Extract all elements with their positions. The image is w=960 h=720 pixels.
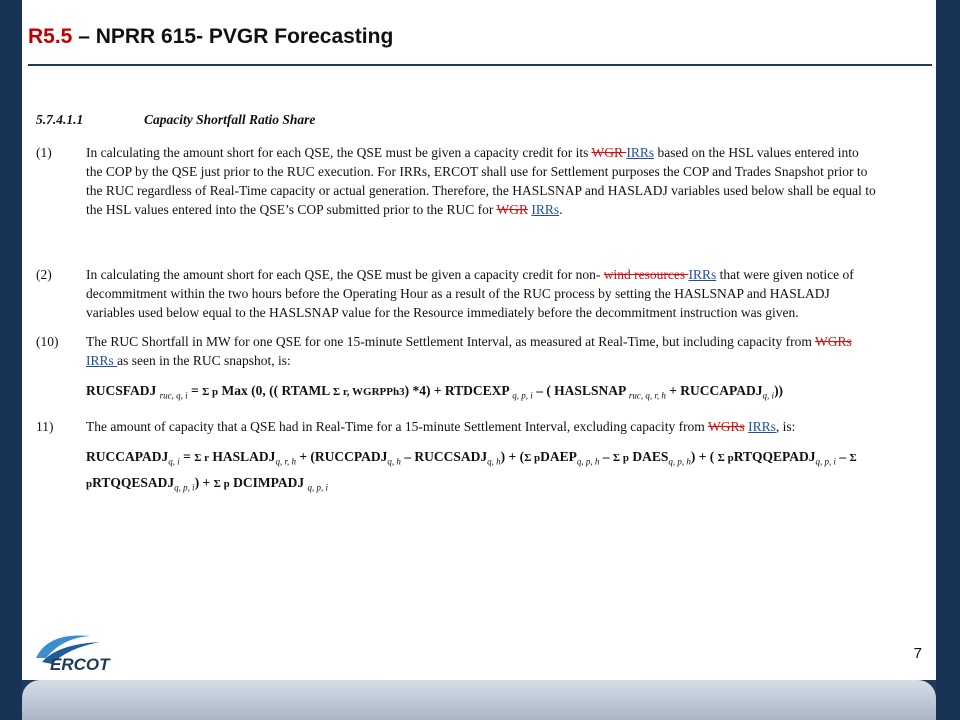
deleted-text: WGRs — [814, 334, 852, 349]
svg-text:ERCOT: ERCOT — [50, 655, 110, 674]
page-number: 7 — [913, 645, 922, 662]
section-number: 5.7.4.1.1 — [36, 112, 84, 127]
formula-ruccapadj: $RUCCAPADJ_{q, i} = \Sigma$ r $HASLADJ_{q, r, h}$ + ($RUCCPADJ_{q, h}$ – $RUCCSADJ_{q, h}) + (\Sigma$ pDAEP$_{q, p, h}$ – Σ p $DAES_{q, p, h}$) + ( Σ pRTQQEPADJ$_{q, p, i}$ – Σ pRTQQESADJ$_{q, p, i}$) + Σ p DCIMPADJ $_{q, p, i}$ — [86, 448, 857, 494]
right-frame — [936, 0, 960, 720]
left-frame — [0, 0, 22, 720]
section-heading — [36, 110, 876, 129]
slide-title: R5.5 – NPRR 615- PVGR Forecasting — [28, 25, 394, 48]
slide — [22, 0, 936, 680]
sum-symbol: Σ p — [202, 386, 219, 398]
paragraph-2: (2) In calculating the amount short for each QSE, the QSE must be given a capacity credit for non- wind resources IRRs that were given notice of decommitment within the two hours before the Operating Hour as a result of the RUC process by setting the HASLSNAP and HASLADJ variables used below equal to the HASLSNAP value for the Resource immediately before the decommitment instruction was given. — [36, 267, 854, 320]
deleted-text: WGR — [591, 145, 627, 160]
inserted-text: IRRs — [86, 353, 118, 368]
formula-rucsfadj: RUCSFADJ $_{ruc, q, i}$ = Σ p Max (0, (( RTAML Σ r, WGRPPh3) *4) + RTDCEXP $_{q, p, i}$ – ( HASLSNAP $_{ruc, q, r, h} + RUCCAPADJ_{q, i}$)) — [86, 383, 784, 401]
deleted-text: WGR — [496, 202, 528, 217]
inserted-text: IRRs — [748, 418, 776, 434]
inserted-text: IRRs — [626, 145, 655, 160]
document-body — [36, 110, 876, 509]
paragraph-10: (10) The RUC Shortfall in MW for one QSE for one 15-minute Settlement Interval, as measured at Real-Time, but including capacity from WGRs IRRs as seen in the RUC snapshot, is: — [36, 334, 852, 368]
title-divider — [28, 64, 932, 66]
deleted-text: WGRs — [707, 418, 745, 434]
ercot-logo — [28, 628, 128, 676]
paragraph-11: 11) The amount of capacity that a QSE had in Real-Time for a 15-minute Settlement Interval, excluding capacity from WGRs IRRs, is: — [36, 418, 796, 434]
inserted-text: IRRs — [688, 267, 717, 282]
section-title: Capacity Shortfall Ratio Share — [144, 112, 316, 127]
sum-symbol: Σ r, WGRPPh3 — [332, 386, 405, 398]
deleted-text: wind resources — [603, 267, 689, 282]
paragraph-1: (1) In calculating the amount short for each QSE, the QSE must be given a capacity credit for its WGR IRRs based on the HSL values entered into the COP by the QSE just prior to the RUC execution. For IRRs, ERCOT shall use for Settlement purposes the COP and Trades Snapshot prior to the RUC regardless of Real-Time capacity or actual generation. Therefore, the HASLSNAP and HASLADJ variables used below shall be equal to the HSL values entered into the QSE’s COP submitted prior to the RUC for WGR IRRs. — [36, 145, 876, 217]
inserted-text: IRRs — [531, 202, 560, 217]
footer-bar — [22, 680, 936, 720]
